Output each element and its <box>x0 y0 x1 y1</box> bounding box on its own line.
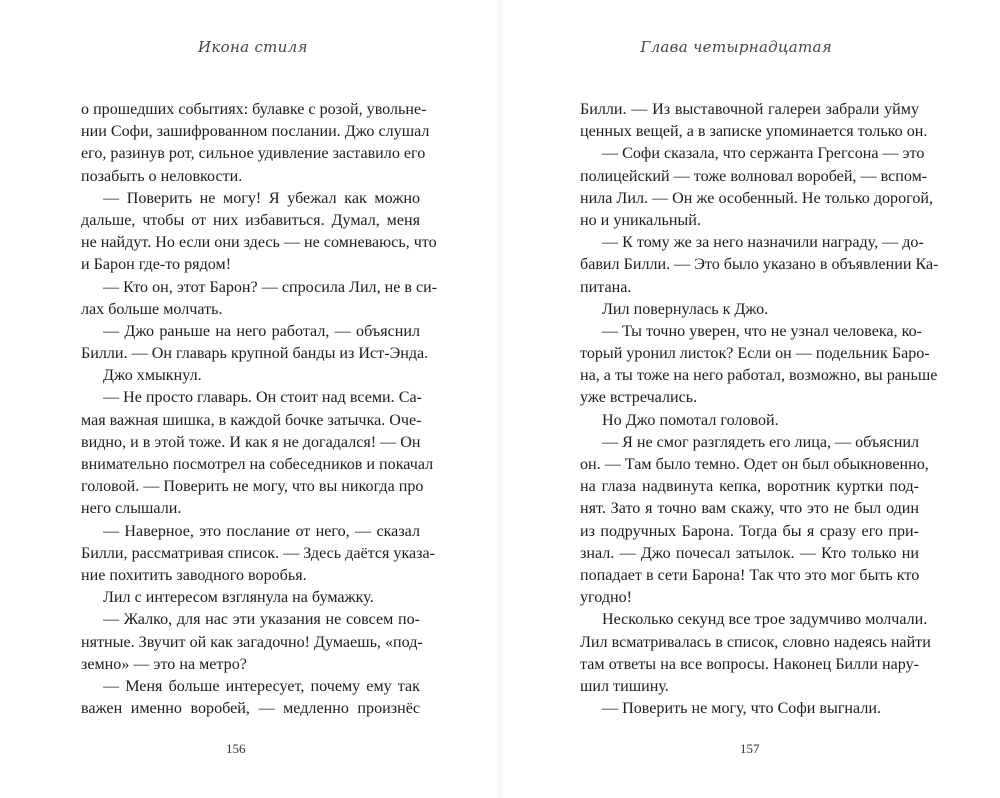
text-line: — Ты точно уверен, что не узнал человека, ко- <box>602 322 923 340</box>
text-line: внимательно посмотрел на собеседников и покачал <box>81 456 434 473</box>
text-line: — Поверить не могу! Я убежал как можно <box>103 189 420 207</box>
text-line: — Не просто главарь. Он стоит над всеми. Са- <box>103 389 422 407</box>
text-line: Билли, рассматривая список. — Здесь даётся указа- <box>81 544 436 562</box>
left-page-text <box>81 99 438 720</box>
text-line: Лил с интересом взглянула на бумажку. <box>103 589 374 607</box>
text-line: полицейский — тоже волновал воробей, — вспом- <box>580 167 928 185</box>
text-line: видно, и в этой тоже. И как я не догадался! — Он <box>81 433 421 451</box>
right-page <box>500 0 1000 798</box>
text-line: бавил Билли. — Это было указано в объявлении Ка- <box>580 256 939 274</box>
text-line: питана. <box>580 278 632 296</box>
text-line: — Кто он, этот Барон? — спросила Лил, не в си- <box>103 278 438 296</box>
text-line: нят. Зато я точно вам скажу, что это не был один <box>580 500 919 518</box>
text-line: — Меня больше интересует, почему ему так <box>103 677 420 695</box>
text-line: — Я не смог разглядеть его лица, — объяснил <box>602 433 920 451</box>
text-line: головой. — Поверить не могу, что вы никогда про <box>81 478 424 496</box>
text-line: знал. — Джо почесал затылок. — Кто только ни <box>580 544 919 562</box>
left-running-head: Икона стиля <box>198 38 308 56</box>
text-line: Лил всматривалась в список, словно надеясь найти <box>580 633 931 651</box>
text-line: из подручных Барона. Тогда бы я сразу его при- <box>580 522 919 540</box>
text-line: уже встречались. <box>580 389 698 407</box>
text-line: на глаза надвинута кепка, воротник куртки под- <box>580 478 919 496</box>
text-line: — Софи сказала, что сержанта Грегсона — это <box>602 145 925 163</box>
text-line: торый уронил листок? Если он — подельник Баро- <box>580 345 930 363</box>
text-line: шил тишину. <box>580 677 669 695</box>
left-page-number: 156 <box>226 741 246 756</box>
text-line: не найдут. Но если они здесь — не сомневаюсь, что <box>81 234 437 252</box>
right-page-number: 157 <box>740 741 760 756</box>
text-line: о прошедших событиях: булавке с розой, увольне- <box>81 101 427 118</box>
text-line: — Жалко, для нас эти указания не совсем по- <box>103 611 420 629</box>
text-line: нила Лил. — Он же особенный. Не только дорогой, <box>580 189 934 207</box>
text-line: него слышали. <box>81 500 182 518</box>
text-line: он. — Там было темно. Одет он был обыкновенно, <box>580 456 929 473</box>
text-line: но и уникальный. <box>580 211 701 229</box>
text-line: его, разинув рот, сильное удивление заставило его <box>81 145 426 163</box>
text-line: ценных вещей, а в записке упоминается только он. <box>580 123 928 141</box>
text-line: Билли. — Он главарь крупной банды из Ист-Энда. <box>81 345 429 363</box>
right-running-head: Глава четырнадцатая <box>640 38 832 56</box>
text-line: дальше, чтобы от них избавиться. Думал, меня <box>81 211 420 229</box>
text-line: важен именно воробей, — медленно произнёс <box>81 700 420 718</box>
text-line: ние похитить заводного воробья. <box>81 566 307 584</box>
text-line: мая важная шишка, в каждой бочке затычка. Оче- <box>81 411 422 429</box>
text-line: лах больше молчать. <box>81 300 223 318</box>
text-line: Несколько секунд все трое задумчиво молчали. <box>602 611 928 629</box>
text-line: угодно! <box>580 589 633 607</box>
text-line: — Поверить не могу, что Софи выгнали. <box>602 700 881 718</box>
text-line: нии Софи, зашифрованном послании. Джо слушал <box>81 123 430 141</box>
text-line: Билли. — Из выставочной галереи забрали уйму <box>580 101 919 118</box>
text-line: — Джо раньше на него работал, — объяснил <box>103 322 420 340</box>
text-line: и Барон где-то рядом! <box>81 256 232 274</box>
text-line: позабыть о неловкости. <box>81 167 243 185</box>
text-line: — К тому же за него назначили награду, — до- <box>602 234 924 252</box>
text-line: — Наверное, это послание от него, — сказал <box>103 522 420 540</box>
text-line: нятные. Звучит ой как загадочно! Думаешь, «под- <box>81 633 423 651</box>
text-line: Но Джо помотал головой. <box>602 411 779 429</box>
text-line: на, а ты тоже на него работал, возможно, вы раньше <box>580 367 938 385</box>
text-line: Джо хмыкнул. <box>103 367 202 385</box>
text-line: Лил повернулась к Джо. <box>602 300 769 318</box>
text-line: там ответы на все вопросы. Наконец Билли нару- <box>580 655 919 673</box>
text-line: земно» — это на метро? <box>81 655 247 673</box>
text-line: попадает в сети Барона! Так что это мог быть кто <box>580 566 920 584</box>
right-page-text <box>580 99 939 720</box>
